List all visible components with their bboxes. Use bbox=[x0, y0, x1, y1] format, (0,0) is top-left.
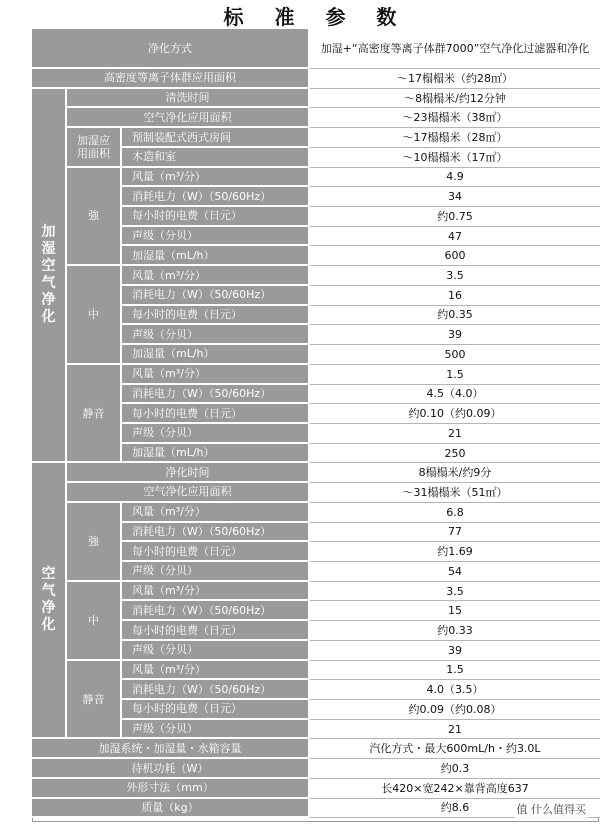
param-label: 加湿量（mL/h） bbox=[122, 444, 310, 464]
param-value: 39 bbox=[310, 325, 600, 345]
param-value: 15 bbox=[310, 601, 600, 621]
bottom-value: 约8.6 bbox=[310, 799, 600, 819]
param-label: 消耗电力（W）（50/60Hz） bbox=[122, 187, 310, 207]
param-value: 16 bbox=[310, 286, 600, 306]
param-label: 风量（m³/分） bbox=[122, 365, 310, 385]
param-label: 声级（分贝） bbox=[122, 424, 310, 444]
humid-area-label: 预制装配式西式房间 bbox=[122, 128, 310, 148]
param-label: 消耗电力（W）（50/60Hz） bbox=[122, 601, 310, 621]
param-value: 6.8 bbox=[310, 503, 600, 523]
param-value: 约0.10（约0.09） bbox=[310, 404, 600, 424]
param-label: 声级（分贝） bbox=[122, 227, 310, 247]
param-label: 声级（分贝） bbox=[122, 562, 310, 582]
param-value: 1.5 bbox=[310, 661, 600, 681]
param-label: 消耗电力（W）（50/60Hz） bbox=[122, 680, 310, 700]
param-label: 消耗电力（W）（50/60Hz） bbox=[122, 523, 310, 543]
plasma-area-value: ～17榻榻米（约28㎡） bbox=[310, 69, 600, 89]
param-value: 250 bbox=[310, 444, 600, 464]
mode-label: 中 bbox=[67, 582, 122, 661]
bottom-value: 约0.3 bbox=[310, 759, 600, 779]
param-label: 声级（分贝） bbox=[122, 720, 310, 740]
param-label: 声级（分贝） bbox=[122, 325, 310, 345]
purify-time-value: 8榻榻米/约9分 bbox=[310, 463, 600, 483]
purify-method-label: 净化方式 bbox=[32, 29, 310, 69]
mode-label: 静音 bbox=[67, 365, 122, 464]
param-value: 4.9 bbox=[310, 168, 600, 188]
bottom-label: 加湿系统・加湿量・水箱容量 bbox=[32, 739, 310, 759]
param-value: 21 bbox=[310, 424, 600, 444]
param-value: 500 bbox=[310, 345, 600, 365]
param-value: 约0.75 bbox=[310, 207, 600, 227]
param-label: 消耗电力（W）（50/60Hz） bbox=[122, 385, 310, 405]
purify-time-label: 净化时间 bbox=[67, 463, 310, 483]
mode-label: 静音 bbox=[67, 661, 122, 740]
param-value: 3.5 bbox=[310, 266, 600, 286]
param-label: 每小时的电费（日元） bbox=[122, 700, 310, 720]
param-label: 每小时的电费（日元） bbox=[122, 306, 310, 326]
purify-area-value: ～31榻榻米（51㎡） bbox=[310, 483, 600, 503]
param-label: 风量（m³/分） bbox=[122, 266, 310, 286]
mode-label: 中 bbox=[67, 266, 122, 365]
param-label: 加湿量（mL/h） bbox=[122, 246, 310, 266]
purify-area-label: 空气净化应用面积 bbox=[67, 483, 310, 503]
bottom-label: 外形寸法（mm） bbox=[32, 779, 310, 799]
humid-area-value: ～10榻榻米（17㎡） bbox=[310, 148, 600, 168]
param-value: 约0.09（约0.08） bbox=[310, 700, 600, 720]
param-label: 每小时的电费（日元） bbox=[122, 404, 310, 424]
bottom-value: 长420×宽242×靠背高度637 bbox=[310, 779, 600, 799]
mode-label: 強 bbox=[67, 168, 122, 267]
param-label: 每小时的电费（日元） bbox=[122, 207, 310, 227]
param-value: 约0.33 bbox=[310, 621, 600, 641]
mode-label: 強 bbox=[67, 503, 122, 582]
param-value: 77 bbox=[310, 523, 600, 543]
purify-area-label: 空气净化应用面积 bbox=[67, 108, 310, 128]
humid-area-label: 木造和室 bbox=[122, 148, 310, 168]
param-value: 39 bbox=[310, 641, 600, 661]
spec-title: 标 准 参 数 bbox=[223, 5, 409, 29]
param-label: 消耗电力（W）（50/60Hz） bbox=[122, 286, 310, 306]
watermark: 值 什么值得买 bbox=[513, 800, 591, 818]
param-label: 风量（m³/分） bbox=[122, 503, 310, 523]
param-value: 约1.69 bbox=[310, 542, 600, 562]
param-value: 34 bbox=[310, 187, 600, 207]
param-value: 3.5 bbox=[310, 582, 600, 602]
param-value: 4.0（3.5） bbox=[310, 680, 600, 700]
param-label: 每小时的电费（日元） bbox=[122, 542, 310, 562]
param-value: 1.5 bbox=[310, 365, 600, 385]
section-humidify-purify: 加 湿 空 气 净 化 bbox=[32, 89, 67, 464]
param-value: 47 bbox=[310, 227, 600, 247]
param-label: 风量（m³/分） bbox=[122, 582, 310, 602]
param-label: 风量（m³/分） bbox=[122, 661, 310, 681]
plasma-area-label: 高密度等离子体群应用面积 bbox=[32, 69, 310, 89]
param-value: 约0.35 bbox=[310, 306, 600, 326]
humid-area-value: ～17榻榻米（28㎡） bbox=[310, 128, 600, 148]
bottom-label: 质量（kg） bbox=[32, 799, 310, 819]
clean-time-value: ～8榻榻米/约12分钟 bbox=[310, 89, 600, 109]
clean-time-label: 清洗时间 bbox=[67, 89, 310, 109]
purify-area-value: ～23榻榻米（38㎡） bbox=[310, 108, 600, 128]
param-label: 声级（分贝） bbox=[122, 641, 310, 661]
humid-area-group: 加湿应用面积 bbox=[67, 128, 122, 167]
purify-method-value: 加湿+“高密度等离子体群7000”空气净化过滤器和净化 bbox=[310, 29, 600, 69]
param-value: 54 bbox=[310, 562, 600, 582]
param-value: 4.5（4.0） bbox=[310, 385, 600, 405]
bottom-value: 汽化方式・最大600mL/h・约3.0L bbox=[310, 739, 600, 759]
param-value: 600 bbox=[310, 246, 600, 266]
param-label: 风量（m³/分） bbox=[122, 168, 310, 188]
param-value: 21 bbox=[310, 720, 600, 740]
section-air-purify: 空 气 净 化 bbox=[32, 463, 67, 739]
bottom-label: 待机功耗（W） bbox=[32, 759, 310, 779]
param-label: 每小时的电费（日元） bbox=[122, 621, 310, 641]
param-label: 加湿量（mL/h） bbox=[122, 345, 310, 365]
